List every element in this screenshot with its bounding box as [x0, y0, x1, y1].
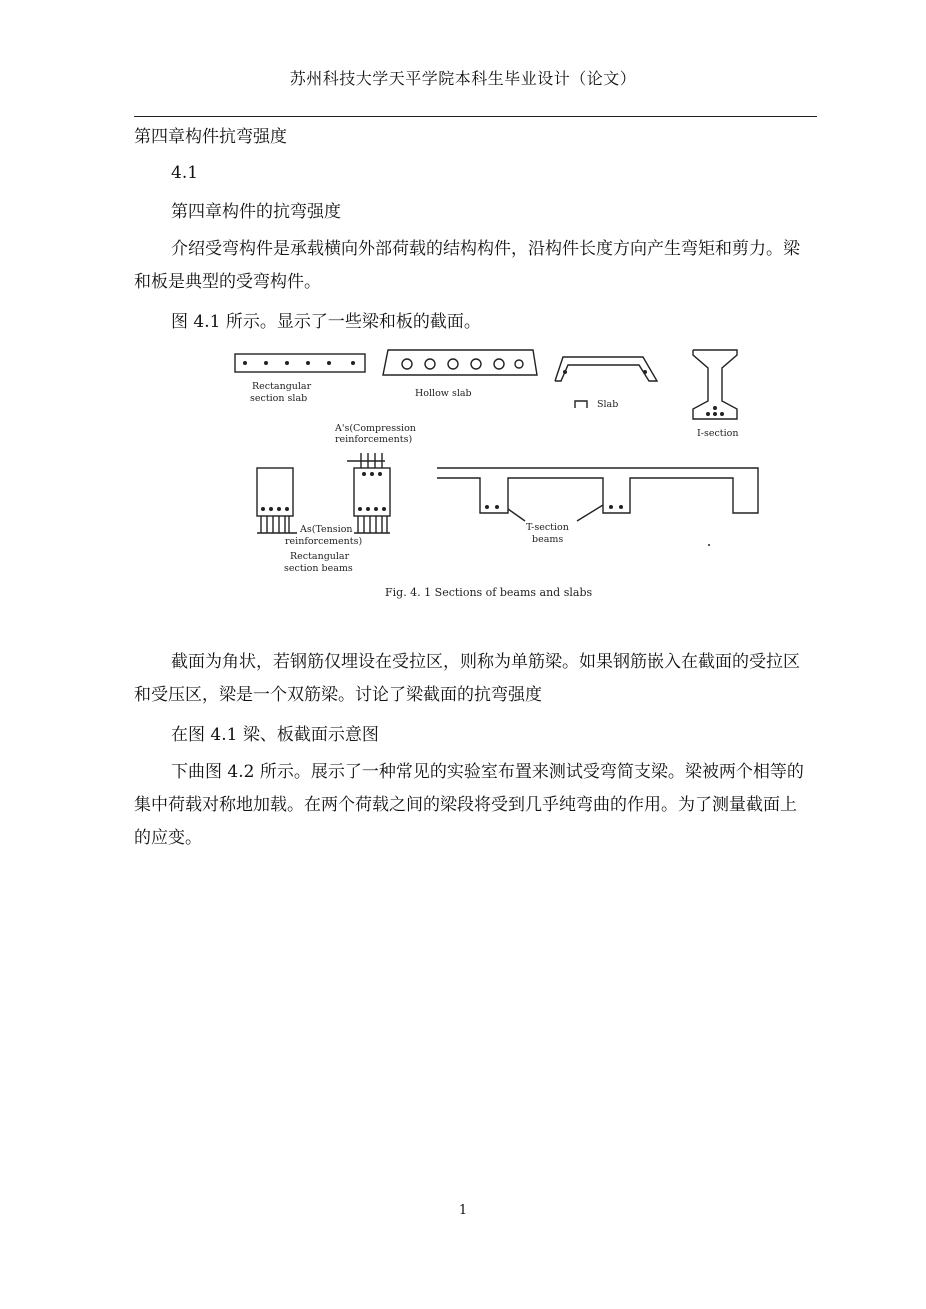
figure-4-1 [225, 343, 765, 608]
page-number: 1 [458, 1203, 468, 1218]
section-title: 第四章构件的抗弯强度 [171, 202, 341, 222]
label-rect-beams-2: section beams [284, 563, 353, 574]
paragraph-lab: 下曲图 4.2 所示。展示了一种常见的实验室布置来测试受弯简支梁。梁被两个相等的集中荷载对称地加载。在两个荷载之间的梁段将受到几乎纯弯曲的作用。为了测量截面上的应变。 [134, 762, 804, 848]
label-tension-2: reinforcements) [285, 536, 363, 547]
slab-shape [555, 357, 657, 381]
label-compression-1: A's(Compression [335, 423, 416, 434]
label-slab: Slab [597, 399, 619, 410]
label-compression-2: reinforcements) [335, 434, 413, 445]
label-rect-beams-1: Rectangular [290, 551, 350, 562]
reinforcement-bars [243, 361, 724, 546]
label-i-section: I-section [697, 428, 739, 439]
chapter-title: 第四章构件抗弯强度 [134, 127, 287, 147]
sections-diagram [225, 343, 765, 608]
figure-caption: Fig. 4. 1 Sections of beams and slabs [385, 586, 593, 599]
rect-slab-shape [235, 354, 365, 372]
label-rect-slab-2: section slab [250, 393, 308, 404]
slab-legend-mark [575, 401, 587, 408]
page-header: 苏州科技大学天平学院本科生毕业设计（论文） [289, 69, 637, 88]
header-rule [134, 116, 817, 117]
hollow-slab-shape [383, 350, 537, 375]
label-tension-1: As(Tension [300, 524, 353, 535]
label-t-section-2: beams [532, 534, 564, 545]
paragraph-fig-ref: 图 4.1 所示。显示了一些梁和板的截面。 [171, 312, 481, 332]
paragraph-fig-caption-cn: 在图 4.1 梁、板截面示意图 [171, 725, 379, 745]
paragraph-intro: 介绍受弯构件是承载横向外部荷载的结构构件，沿构件长度方向产生弯矩和剪力。梁和板是典型的受弯构件。 [134, 239, 800, 292]
paragraph-sections: 截面为角状，若钢筋仅埋设在受拉区，则称为单筋梁。如果钢筋嵌入在截面的受拉区和受压区，梁是一个双筋梁。讨论了梁截面的抗弯强度 [134, 652, 800, 705]
label-hollow-slab: Hollow slab [415, 388, 472, 399]
section-number: 4.1 [171, 163, 199, 183]
label-rect-slab-1: Rectangular [252, 381, 312, 392]
label-t-section-1: T-section [526, 522, 569, 533]
